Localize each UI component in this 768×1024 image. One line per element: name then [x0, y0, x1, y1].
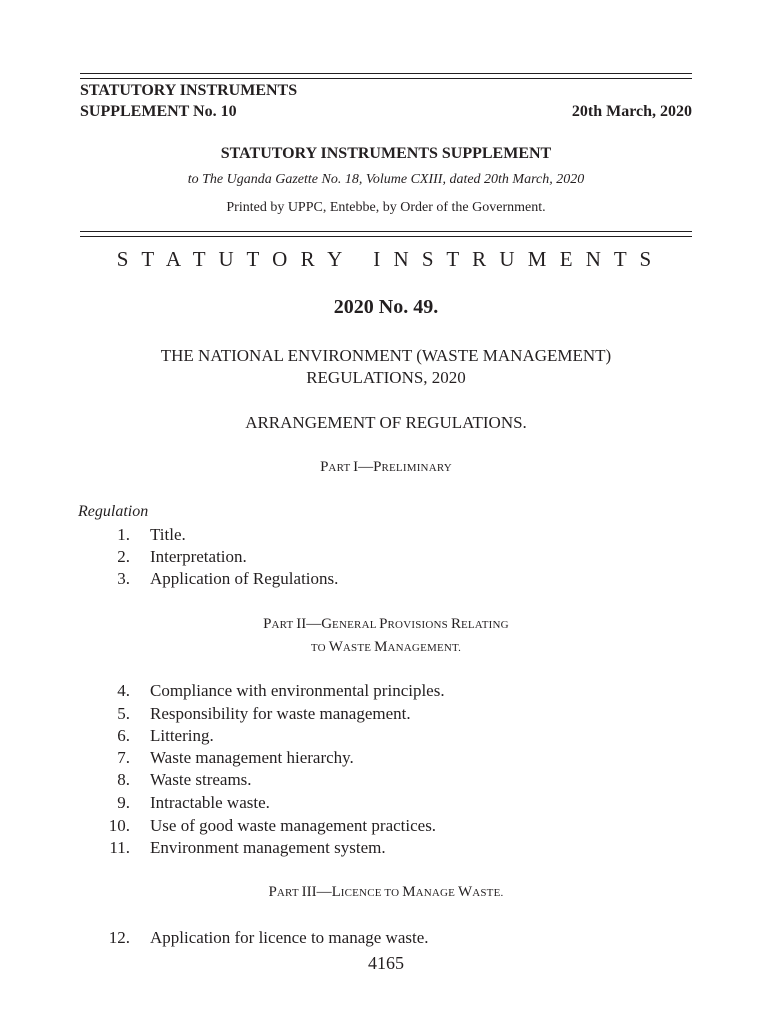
part-heading — [80, 883, 692, 901]
item-number: 3. — [117, 569, 130, 588]
regulation-column-label: Regulation — [78, 503, 149, 520]
item-number: 2. — [117, 547, 130, 566]
header-date: 20th March, 2020 — [571, 103, 692, 120]
item-text: Title. — [150, 525, 186, 544]
header-supplement-number: SUPPLEMENT No. 10 — [80, 103, 237, 120]
part-heading-text: PART III—LICENCE TO MANAGE WASTE. — [268, 884, 504, 900]
part-heading-continued — [80, 638, 692, 656]
item-text: Waste streams. — [150, 770, 252, 789]
item-number: 5. — [117, 704, 130, 723]
item-text: Application for licence to manage waste. — [150, 928, 429, 947]
item-number: 11. — [109, 838, 130, 857]
item-number: 7. — [117, 748, 130, 767]
part-heading-text: TO WASTE MANAGEMENT. — [310, 639, 462, 655]
printer-note: Printed by UPPC, Entebbe, by Order of the Government. — [226, 200, 546, 215]
section-rule-thin — [80, 236, 692, 237]
section-rule — [80, 231, 692, 232]
item-number: 6. — [117, 726, 130, 745]
part-heading-text: PART II—GENERAL PROVISIONS RELATING — [263, 616, 509, 632]
item-number: 4. — [117, 681, 130, 700]
page-number: 4165 — [368, 953, 404, 973]
item-text: Compliance with environmental principles. — [150, 681, 445, 700]
regulation-title-line1: THE NATIONAL ENVIRONMENT (WASTE MANAGEMENT) — [160, 346, 612, 365]
part-heading — [80, 615, 692, 633]
regulation-title-line2: REGULATIONS, 2020 — [306, 368, 466, 387]
instrument-number: 2020 No. 49. — [333, 296, 439, 318]
top-rule-thin — [80, 78, 692, 79]
item-text: Use of good waste management practices. — [150, 816, 437, 835]
item-number: 9. — [117, 793, 130, 812]
arrangement-heading: ARRANGEMENT OF REGULATIONS. — [245, 413, 527, 432]
item-text: Intractable waste. — [150, 793, 270, 812]
supplement-title: STATUTORY INSTRUMENTS SUPPLEMENT — [220, 145, 552, 162]
item-number: 12. — [108, 928, 130, 947]
top-rule — [80, 73, 692, 74]
item-text: Application of Regulations. — [150, 569, 339, 588]
part-heading-text: PART I—PRELIMINARY — [320, 459, 452, 475]
item-text: Environment management system. — [150, 838, 386, 857]
item-text: Responsibility for waste management. — [150, 704, 411, 723]
part-heading — [80, 458, 692, 476]
gazette-reference: to The Uganda Gazette No. 18, Volume CXIII, dated 20th March, 2020 — [187, 172, 585, 187]
item-text: Waste management hierarchy. — [150, 748, 354, 767]
item-number: 10. — [108, 816, 130, 835]
statutory-instruments-banner: S T A T U T O R Y I N S T R U M E N T S — [116, 247, 656, 271]
item-number: 1. — [117, 525, 130, 544]
item-text: Interpretation. — [150, 547, 247, 566]
item-number: 8. — [117, 770, 130, 789]
header-supplement-label: STATUTORY INSTRUMENTS — [80, 82, 298, 99]
item-text: Littering. — [150, 726, 214, 745]
